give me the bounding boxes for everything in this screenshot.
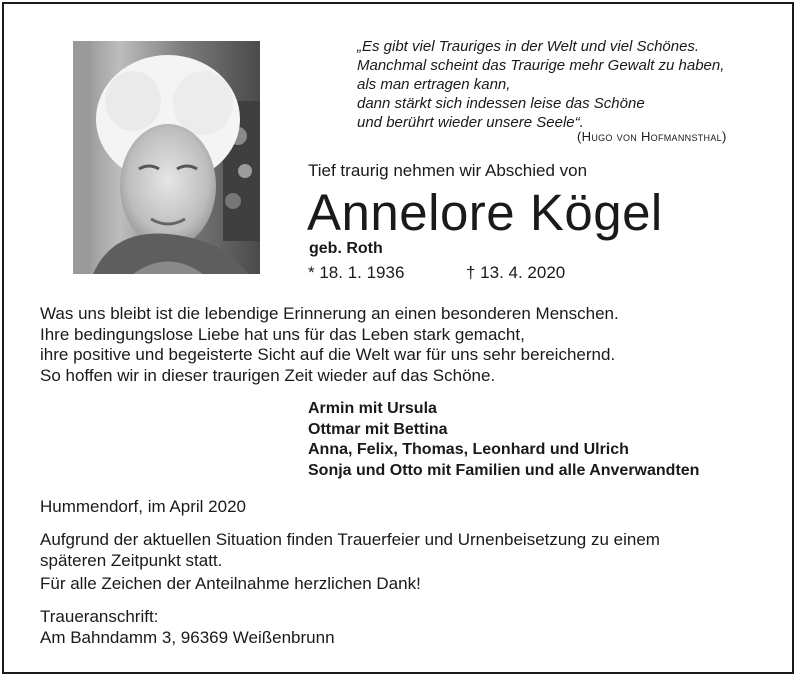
quote-line: dann stärkt sich indessen leise das Schöne (357, 95, 645, 112)
tribute-line: ihre positive und begeisterte Sicht auf die Welt war für uns sehr bereichernd. (40, 345, 616, 364)
intro-text: Tief traurig nehmen wir Abschied von (308, 161, 588, 180)
notice-line: späteren Zeitpunkt statt. (40, 550, 223, 570)
thanks-text: Für alle Zeichen der Anteilnahme herzlichen Dank! (40, 574, 421, 593)
place-date: Hummendorf, im April 2020 (40, 497, 246, 516)
quote-line: und berührt wieder unsere Seele“. (357, 114, 584, 131)
quote-author: (Hugo von Hofmannsthal) (577, 129, 727, 144)
maiden-name: geb. Roth (309, 240, 383, 257)
quote-line: Manchmal scheint das Traurige mehr Gewalt zu haben, (357, 57, 725, 74)
address-line: Am Bahndamm 3, 96369 Weißenbrunn (40, 627, 335, 647)
mourners-list (308, 399, 699, 481)
birth-date: * 18. 1. 1936 (308, 263, 405, 282)
mourner: Sonja und Otto mit Familien und alle Anverwandten (308, 461, 700, 479)
tribute-line: So hoffen wir in dieser traurigen Zeit wieder auf das Schöne. (40, 365, 496, 385)
deceased-name: Annelore Kögel (307, 184, 663, 241)
mourner: Ottmar mit Bettina (308, 420, 448, 438)
quote-author-name: Hugo von Hofmannsthal (581, 129, 722, 144)
mourner: Armin mit Ursula (308, 400, 437, 417)
mourning-address (40, 607, 335, 648)
notice-line: Aufgrund der aktuellen Situation finden Trauerfeier und Urnenbeisetzung zu einem (40, 530, 660, 549)
address-label: Traueranschrift: (40, 607, 159, 626)
quote-line: „Es gibt viel Trauriges in der Welt und viel Schönes. (357, 38, 700, 55)
tribute-line: Ihre bedingungslose Liebe hat uns für das Leben stark gemacht, (40, 324, 525, 344)
quote (357, 37, 767, 132)
portrait-photo (73, 41, 260, 274)
tribute-line: Was uns bleibt ist die lebendige Erinnerung an einen besonderen Menschen. (40, 304, 619, 323)
mourner: Anna, Felix, Thomas, Leonhard und Ulrich (308, 441, 629, 458)
tribute-text (40, 304, 619, 386)
quote-line: als man ertragen kann, (357, 76, 511, 93)
ceremony-notice (40, 530, 660, 571)
death-date: † 13. 4. 2020 (466, 263, 566, 282)
